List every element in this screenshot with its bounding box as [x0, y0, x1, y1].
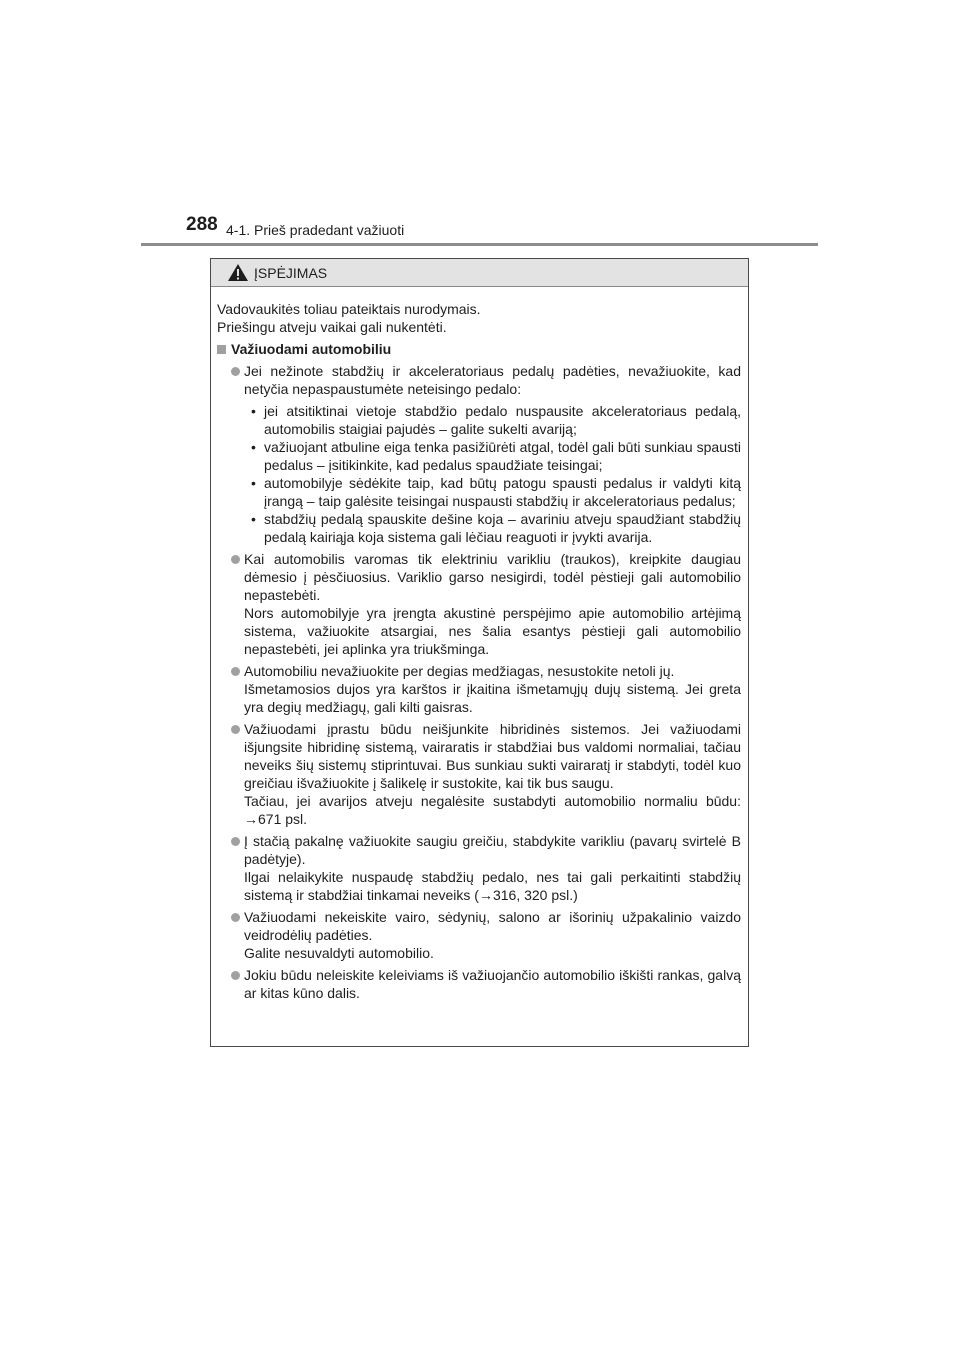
bullet-item [217, 662, 741, 716]
bullet-text: Į stačią pakalnę važiuokite saugiu greičiu, stabdykite varikliu (pavarų svirtelė B padėtyje). [244, 833, 741, 867]
sub-list [244, 402, 741, 546]
round-bullet-icon [231, 367, 240, 376]
bullet-text: Tačiau, jei avarijos atveju negalėsite sustabdyti automobilio normaliu būdu: →671 psl. [244, 793, 741, 827]
subheading-text: Važiuodami automobiliu [231, 341, 392, 357]
bullet-text: Jei nežinote stabdžių ir akceleratoriaus pedalų padėties, nevažiuokite, kad netyčia nepaspaustumėte neteisingo pedalo: [244, 363, 741, 397]
sub-list-item: • automobilyje sėdėkite taip, kad būtų patogu spausti pedalus ir valdyti kitą įrangą – taip galėsite teisingai nuspausti stabdžių ir akceleratoriaus pedalus; [251, 475, 741, 509]
bullet-text: Kai automobilis varomas tik elektriniu varikliu (traukos), kreipkite daugiau dėmesio į pėsčiuosius. Variklio garso nesigirdi, todėl pėstieji gali automobilio nepastebėti. [244, 551, 741, 603]
round-bullet-icon [231, 667, 240, 676]
sub-list-item: • važiuojant atbuline eiga tenka pasižiūrėti atgal, todėl gali būti sunkiau spausti pedalus – įsitikinkite, kad pedalus spaudžiate teisingai; [251, 439, 741, 473]
bullet-text: Nors automobilyje yra įrengta akustinė perspėjimo apie automobilio artėjimą sistema, važiuokite atsargiai, nes šalia esantys pėstieji gali automobilio nepastebėti, jei aplinka yra triukšminga. [244, 605, 741, 657]
bullet-item [217, 966, 741, 1002]
bullet-text: Išmetamosios dujos yra karštos ir įkaitina išmetamųjų dujų sistemą. Jei greta yra degių medžiagų, gali kilti gaisras. [244, 681, 741, 715]
intro-line: Priešingu atveju vaikai gali nukentėti. [217, 319, 447, 335]
header-rule [141, 243, 818, 246]
intro-line: Vadovaukitės toliau pateiktais nurodymais. [217, 301, 481, 317]
bullet-text: Automobiliu nevažiuokite per degias medžiagas, nesustokite netoli jų. [244, 663, 675, 679]
sub-list-item: • jei atsitiktinai vietoje stabdžio pedalo nuspausite akceleratoriaus pedalą, automobilis staigiai pajudės – galite sukelti avariją; [251, 403, 741, 437]
round-bullet-icon [231, 725, 240, 734]
bullet-item [217, 720, 741, 828]
bullet-item [217, 908, 741, 962]
bullet-text: Jokiu būdu neleiskite keleiviams iš važiuojančio automobilio iškišti rankas, galvą ar kitas kūno dalis. [244, 967, 741, 1001]
page-number: 288 [186, 214, 218, 235]
round-bullet-icon [231, 837, 240, 846]
round-bullet-icon [231, 555, 240, 564]
warning-intro [217, 300, 741, 336]
section-title: 4-1. Prieš pradedant važiuoti [226, 222, 405, 238]
warning-title: ĮSPĖJIMAS [254, 264, 328, 281]
bullet-text: Galite nesuvaldyti automobilio. [244, 945, 434, 961]
square-bullet-icon [217, 345, 226, 354]
bullet-item [217, 832, 741, 904]
round-bullet-icon [231, 971, 240, 980]
sub-list-text: automobilyje sėdėkite taip, kad būtų patogu spausti pedalus ir valdyti kitą įrangą – taip galėsite teisingai nuspausti stabdžių ir akceleratoriaus pedalus; [264, 475, 741, 509]
sub-list-text: jei atsitiktinai vietoje stabdžio pedalo nuspausite akceleratoriaus pedalą, automobilis staigiai pajudės – galite sukelti avariją; [264, 403, 741, 437]
warning-box [210, 258, 749, 1047]
sub-list-item: • stabdžių pedalą spauskite dešine koja – avariniu atveju spaudžiant stabdžių pedalą kairiąja koja sistema gali lėčiau reaguoti ir įvykti avarija. [251, 511, 741, 545]
bullet-item [217, 550, 741, 658]
round-bullet-icon [231, 913, 240, 922]
warning-body [211, 287, 748, 1002]
warning-triangle-icon [227, 263, 249, 282]
sub-list-text: važiuojant atbuline eiga tenka pasižiūrėti atgal, todėl gali būti sunkiau spausti pedalus – įsitikinkite, kad pedalus spaudžiate teisingai; [264, 439, 741, 473]
subheading [217, 340, 741, 358]
bullet-text: Ilgai nelaikykite nuspaudę stabdžių pedalo, nes tai gali perkaitinti stabdžių sistemą ir stabdžiai tinkamai neveiks (→316, 320 psl.) [244, 869, 741, 903]
bullet-text: Važiuodami įprastu būdu neišjunkite hibridinės sistemos. Jei važiuodami išjungsite hibridinę sistemą, vairaratis ir stabdžiai bus valdomi normaliai, tačiau neveiks šių sistemų stiprintuvai. Bus sunkiau sukti vairaratį ir stabdyti, todėl kuo greičiau išvažiuokite į šalikelę ir sustokite, kai tik bus saugu. [244, 721, 741, 791]
warning-header [211, 259, 748, 287]
bullet-item [217, 362, 741, 546]
sub-list-text: stabdžių pedalą spauskite dešine koja – avariniu atveju spaudžiant stabdžių pedalą kairiąja koja sistema gali lėčiau reaguoti ir įvykti avarija. [264, 511, 741, 545]
bullet-text: Važiuodami nekeiskite vairo, sėdynių, salono ar išorinių užpakalinio vaizdo veidrodėlių padėties. [244, 909, 741, 943]
